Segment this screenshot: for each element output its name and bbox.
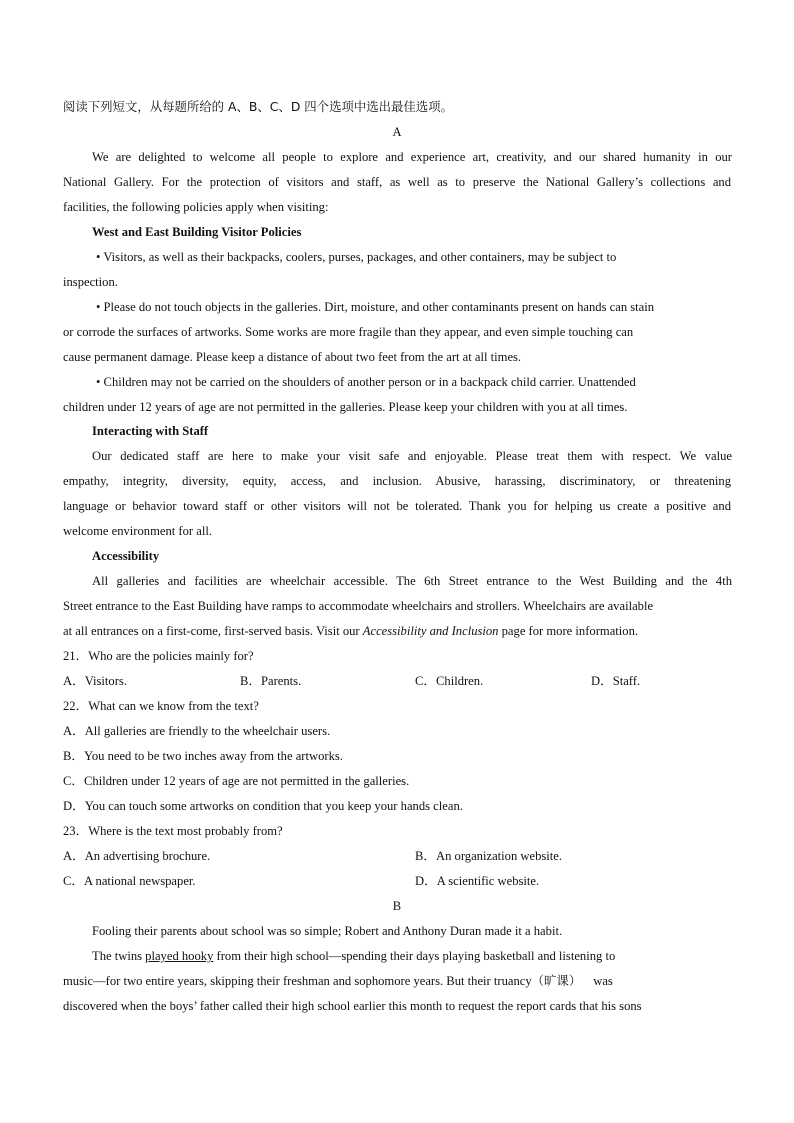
instruction: 阅读下列短文，从每题所给的 A、B、C、D 四个选项中选出最佳选项。 [63, 99, 453, 114]
accessibility-text: page for more information. [498, 624, 639, 638]
q23-option-b: B．An organization website. [415, 849, 563, 863]
passage-b-line [63, 973, 731, 989]
q21-option-d: D．Staff. [591, 674, 641, 688]
passage-b-text: music—for two entire years, skipping their freshman and sophomore years. But their truancy [63, 974, 532, 988]
q21-option-a: A．Visitors. [63, 674, 127, 688]
policy-bullet: • Visitors, as well as their backpacks, coolers, purses, packages, and other containers, may be subject to [96, 250, 617, 264]
q23-option-c: C．A national newspaper. [63, 874, 196, 888]
passage-b-text: was [593, 974, 613, 988]
intro-line: facilities, the following policies apply when visiting: [63, 200, 329, 214]
intro-line: National Gallery. For the protection of visitors and staff, as well as to preserve the National Gallery’s collections and [63, 175, 731, 189]
passage-b-line: Fooling their parents about school was so simple; Robert and Anthony Duran made it a habit. [92, 924, 563, 938]
section-heading-visitor-policies: West and East Building Visitor Policies [92, 225, 302, 239]
passage-b-line: discovered when the boys’ father called their high school earlier this month to request the report cards that his sons [63, 999, 642, 1013]
q23-option-a: A．An advertising brochure. [63, 849, 211, 863]
section-heading-staff: Interacting with Staff [92, 424, 209, 438]
accessibility-line [63, 623, 731, 639]
q22-option-c: C．Children under 12 years of age are not permitted in the galleries. [63, 774, 410, 788]
question-22-stem: 22．What can we know from the text? [63, 699, 259, 713]
staff-line: Our dedicated staff are here to make your visit safe and enjoyable. Please treat them with respect. We value [92, 449, 732, 463]
q21-option-b: B．Parents. [240, 674, 302, 688]
accessibility-text: at all entrances on a first-come, first-served basis. Visit our [63, 624, 363, 638]
intro-line: We are delighted to welcome all people to explore and experience art, creativity, and our shared humanity in our [92, 150, 732, 164]
chinese-gloss: （旷课） [531, 973, 582, 988]
policy-bullet-cont: cause permanent damage. Please keep a distance of about two feet from the art at all times. [63, 350, 522, 364]
q22-option-b: B．You need to be two inches away from the artworks. [63, 749, 343, 763]
accessibility-line: All galleries and facilities are wheelchair accessible. The 6th Street entrance to the West Building and the 4th [92, 574, 732, 588]
passage-b-text: The twins [92, 949, 146, 963]
staff-line: welcome environment for all. [63, 524, 212, 538]
passage-a-label: A [392, 125, 402, 139]
policy-bullet-cont: inspection. [63, 275, 118, 289]
q23-option-d: D．A scientific website. [415, 874, 540, 888]
section-heading-accessibility: Accessibility [92, 549, 160, 563]
passage-b-text: from their high school—spending their days playing basketball and listening to [213, 949, 616, 963]
staff-line: language or behavior toward staff or other visitors will not be tolerated. Thank you for helping us create a positive and [63, 499, 731, 513]
accessibility-line: Street entrance to the East Building have ramps to accommodate wheelchairs and strollers. Wheelchairs are available [63, 599, 654, 613]
q22-option-d: D．You can touch some artworks on condition that you keep your hands clean. [63, 799, 463, 813]
q22-option-a: A．All galleries are friendly to the wheelchair users. [63, 724, 331, 738]
q21-option-c: C．Children. [415, 674, 484, 688]
policy-bullet-cont: or corrode the surfaces of artworks. Some works are more fragile than they appear, and even simple touching can [63, 325, 634, 339]
question-23-stem: 23．Where is the text most probably from? [63, 824, 283, 838]
underlined-phrase: played hooky [145, 949, 214, 963]
passage-b-line [92, 948, 732, 964]
policy-bullet: • Please do not touch objects in the galleries. Dirt, moisture, and other contaminants present on hands can stain [96, 300, 655, 314]
accessibility-page-title: Accessibility and Inclusion [362, 624, 499, 638]
policy-bullet-cont: children under 12 years of age are not permitted in the galleries. Please keep your children with you at all times. [63, 400, 628, 414]
policy-bullet: • Children may not be carried on the shoulders of another person or in a backpack child carrier. Unattended [96, 375, 636, 389]
question-21-stem: 21．Who are the policies mainly for? [63, 649, 254, 663]
passage-b-label: B [392, 899, 402, 913]
staff-line: empathy, integrity, diversity, equity, access, and inclusion. Abusive, harassing, discriminatory, or threatening [63, 474, 731, 488]
